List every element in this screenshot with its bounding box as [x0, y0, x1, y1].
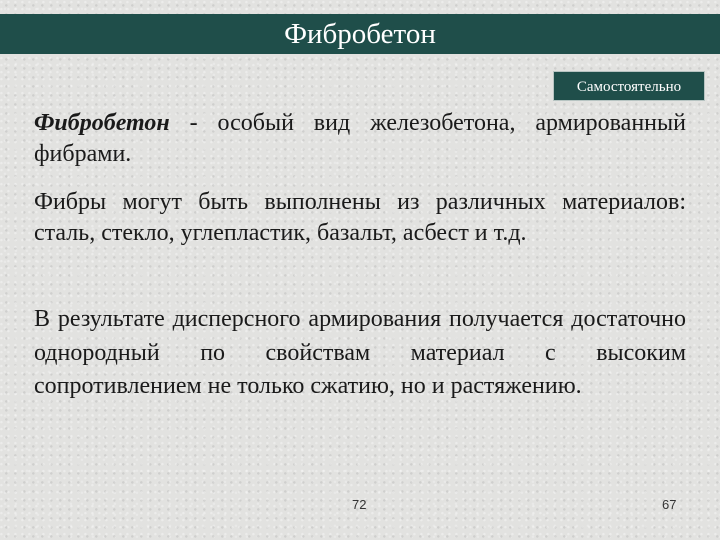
paragraph-materials: Фибры могут быть выполнены из различных материалов: сталь, стекло, углепластик, базальт, асбест и т.д. — [34, 189, 686, 246]
self-study-badge: Самостоятельно — [553, 71, 705, 101]
slide-title: Фибробетон — [0, 14, 720, 54]
paragraph-definition — [34, 108, 686, 170]
term-fibrobeton: Фибробетон — [34, 110, 170, 136]
paragraph-result: В результате дисперсного армирования получается достаточно однородный по свойствам материал с высоким сопротивлением не только сжатию, но и растяжению. — [34, 306, 686, 399]
page-number-right: 67 — [662, 497, 677, 512]
definition-text: - особый вид железобетона, армированный фибрами. — [34, 110, 686, 167]
page-number-center: 72 — [352, 497, 367, 512]
